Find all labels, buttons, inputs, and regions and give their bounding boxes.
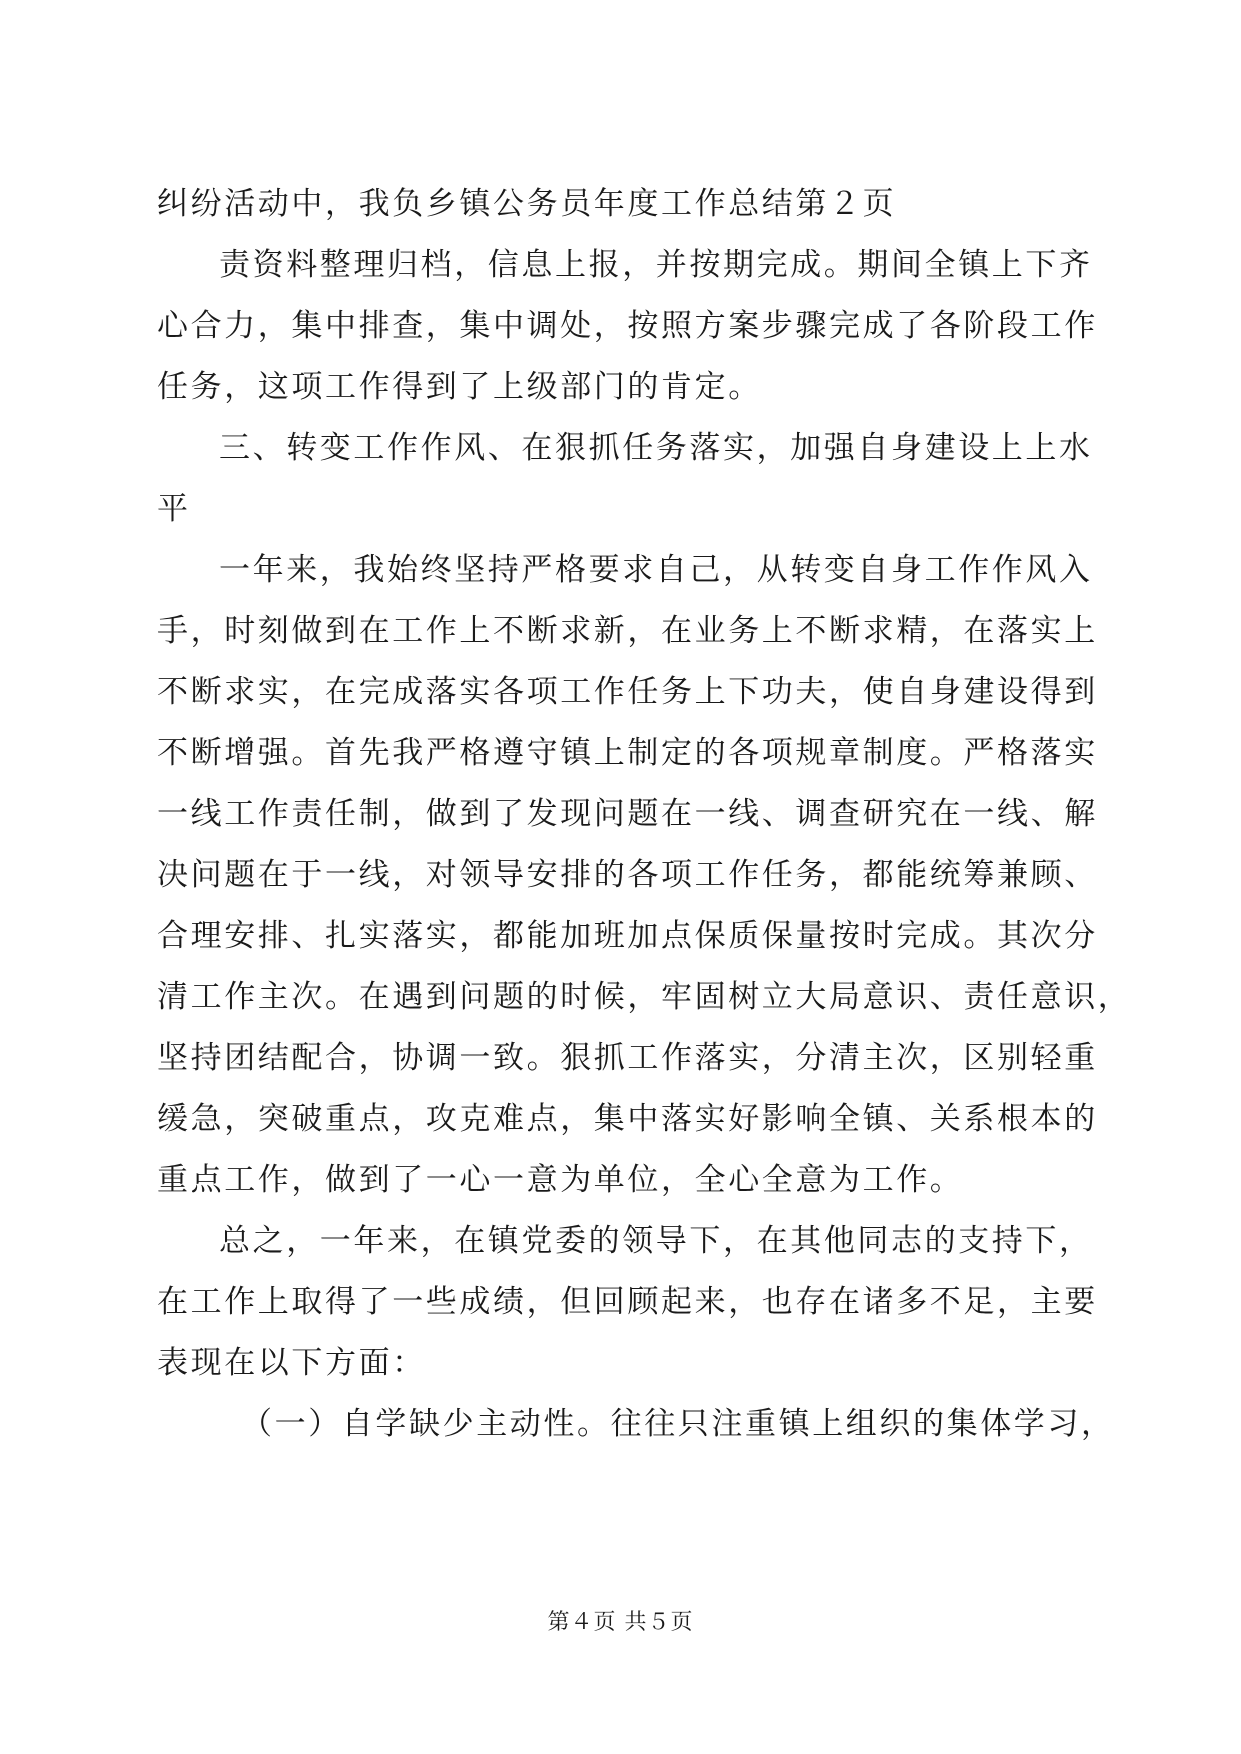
text-line: 不断增强。首先我严格遵守镇上制定的各项规章制度。严格落实 bbox=[157, 735, 1098, 771]
text-line: 在工作上取得了一些成绩，但回顾起来，也存在诸多不足，主要 bbox=[157, 1284, 1098, 1320]
text-line: 心合力，集中排查，集中调处，按照方案步骤完成了各阶段工作 bbox=[157, 308, 1098, 344]
text-line: 坚持团结配合，协调一致。狠抓工作落实，分清主次，区别轻重 bbox=[157, 1040, 1098, 1076]
text-line: 责资料整理归档，信息上报，并按期完成。期间全镇上下齐 bbox=[219, 247, 1093, 283]
document-body bbox=[157, 174, 1132, 1455]
text-line: 手，时刻做到在工作上不断求新，在业务上不断求精，在落实上 bbox=[157, 613, 1098, 649]
text-line: 不断求实，在完成落实各项工作任务上下功夫，使自身建设得到 bbox=[157, 674, 1098, 710]
text-line: 合理安排、扎实落实，都能加班加点保质保量按时完成。其次分 bbox=[157, 918, 1098, 954]
text-line: 一年来，我始终坚持严格要求自己，从转变自身工作作风入 bbox=[219, 552, 1093, 588]
text-line: 重点工作，做到了一心一意为单位，全心全意为工作。 bbox=[157, 1162, 964, 1198]
text-line: 一线工作责任制，做到了发现问题在一线、调查研究在一线、解 bbox=[157, 796, 1098, 832]
list-item-line: （一）自学缺少主动性。往往只注重镇上组织的集体学习， bbox=[241, 1406, 1115, 1442]
text-line: 总之，一年来，在镇党委的领导下，在其他同志的支持下， bbox=[219, 1223, 1093, 1259]
text-line: 决问题在于一线，对领导安排的各项工作任务，都能统筹兼顾、 bbox=[157, 857, 1098, 893]
section-heading: 三、转变工作作风、在狠抓任务落实，加强自身建设上上水 bbox=[219, 430, 1093, 466]
text-line: 缓急，突破重点，攻克难点，集中落实好影响全镇、关系根本的 bbox=[157, 1101, 1098, 1137]
text-line: 清工作主次。在遇到问题的时候，牢固树立大局意识、责任意识， bbox=[157, 979, 1132, 1015]
section-heading-continued: 平 bbox=[157, 491, 191, 527]
text-line: 纠纷活动中，我负乡镇公务员年度工作总结第２页 bbox=[157, 186, 897, 222]
text-line: 任务，这项工作得到了上级部门的肯定。 bbox=[157, 369, 762, 405]
text-line: 表现在以下方面： bbox=[157, 1345, 426, 1381]
page-footer: 第４页 共５页 bbox=[547, 1610, 694, 1635]
